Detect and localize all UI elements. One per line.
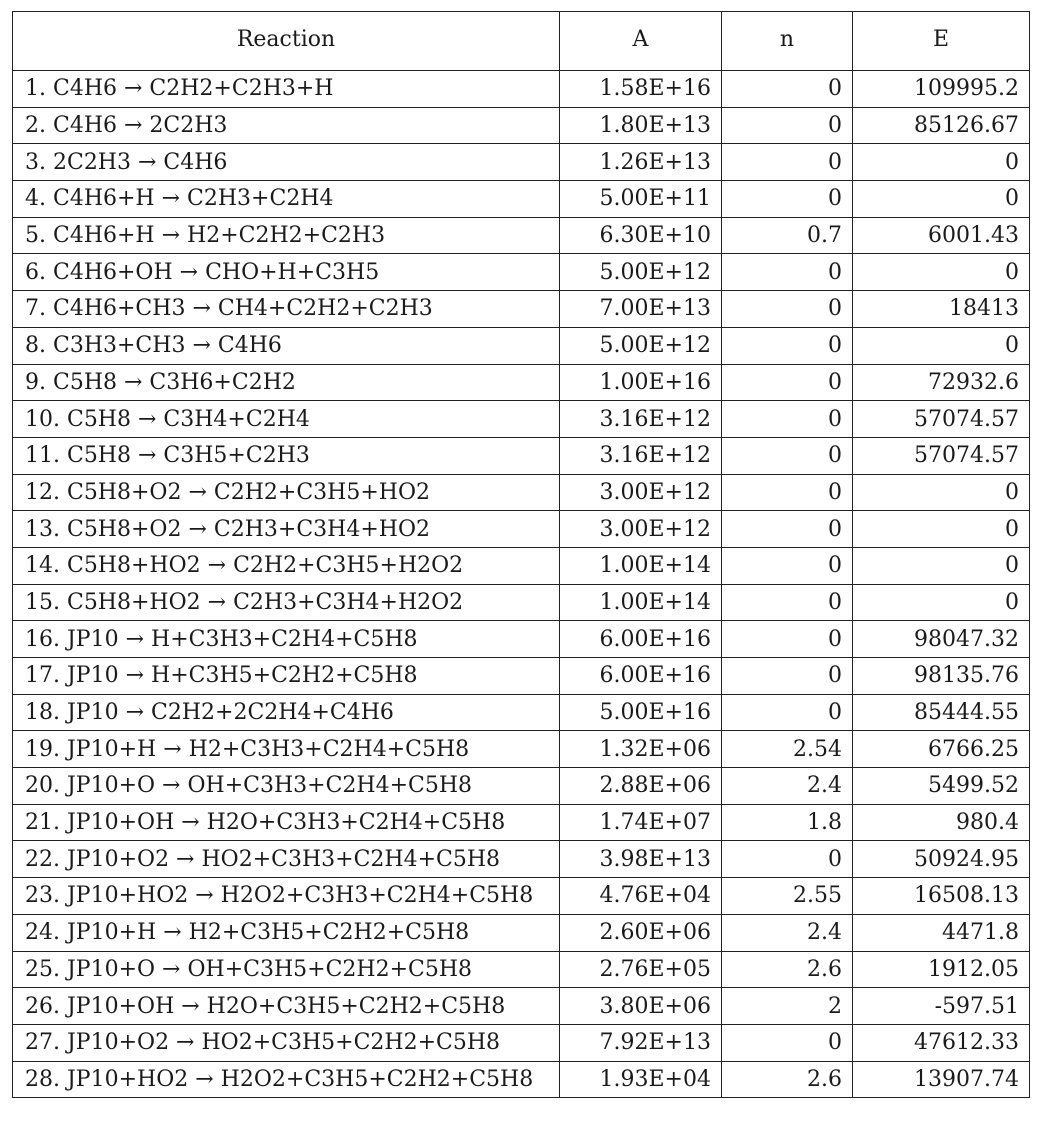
- header-reaction: Reaction: [13, 12, 560, 71]
- table-row: [13, 878, 1030, 915]
- cell-reaction: 6. C4H6+OH → CHO+H+C3H5: [13, 254, 560, 291]
- cell-e: 5499.52: [853, 768, 1030, 805]
- header-a: A: [560, 12, 722, 71]
- cell-n: 2.4: [722, 914, 853, 951]
- cell-reaction: 12. C5H8+O2 → C2H2+C3H5+HO2: [13, 474, 560, 511]
- table-row: [13, 401, 1030, 438]
- cell-a: 3.16E+12: [560, 401, 722, 438]
- cell-e: 980.4: [853, 804, 1030, 841]
- table-row: [13, 327, 1030, 364]
- cell-n: 2.54: [722, 731, 853, 768]
- cell-e: 109995.2: [853, 71, 1030, 108]
- cell-e: 0: [853, 547, 1030, 584]
- cell-n: 1.8: [722, 804, 853, 841]
- cell-a: 3.16E+12: [560, 437, 722, 474]
- cell-a: 7.92E+13: [560, 1024, 722, 1061]
- cell-n: 2.6: [722, 951, 853, 988]
- cell-e: 0: [853, 584, 1030, 621]
- cell-n: 2.4: [722, 768, 853, 805]
- cell-a: 1.00E+14: [560, 584, 722, 621]
- cell-n: 0: [722, 841, 853, 878]
- cell-n: 0: [722, 621, 853, 658]
- cell-n: 0: [722, 71, 853, 108]
- cell-reaction: 11. C5H8 → C3H5+C2H3: [13, 437, 560, 474]
- cell-a: 1.00E+16: [560, 364, 722, 401]
- cell-e: 0: [853, 181, 1030, 218]
- cell-reaction: 20. JP10+O → OH+C3H3+C2H4+C5H8: [13, 768, 560, 805]
- cell-reaction: 27. JP10+O2 → HO2+C3H5+C2H2+C5H8: [13, 1024, 560, 1061]
- cell-e: 47612.33: [853, 1024, 1030, 1061]
- cell-n: 0: [722, 547, 853, 584]
- table-row: [13, 841, 1030, 878]
- table-row: [13, 547, 1030, 584]
- cell-n: 0: [722, 181, 853, 218]
- cell-a: 5.00E+11: [560, 181, 722, 218]
- cell-a: 5.00E+12: [560, 327, 722, 364]
- cell-reaction: 9. C5H8 → C3H6+C2H2: [13, 364, 560, 401]
- cell-reaction: 16. JP10 → H+C3H3+C2H4+C5H8: [13, 621, 560, 658]
- cell-a: 1.26E+13: [560, 144, 722, 181]
- cell-e: 6001.43: [853, 217, 1030, 254]
- cell-reaction: 22. JP10+O2 → HO2+C3H3+C2H4+C5H8: [13, 841, 560, 878]
- cell-a: 1.74E+07: [560, 804, 722, 841]
- cell-e: 0: [853, 511, 1030, 548]
- header-e: E: [853, 12, 1030, 71]
- cell-reaction: 15. C5H8+HO2 → C2H3+C3H4+H2O2: [13, 584, 560, 621]
- reaction-mechanism-table-container: [12, 11, 1029, 1098]
- cell-e: 6766.25: [853, 731, 1030, 768]
- cell-n: 0: [722, 511, 853, 548]
- table-row: [13, 291, 1030, 328]
- cell-e: 57074.57: [853, 401, 1030, 438]
- table-row: [13, 914, 1030, 951]
- cell-e: 85126.67: [853, 107, 1030, 144]
- table-row: [13, 71, 1030, 108]
- table-row: [13, 144, 1030, 181]
- cell-reaction: 26. JP10+OH → H2O+C3H5+C2H2+C5H8: [13, 988, 560, 1025]
- reaction-mechanism-table: [12, 11, 1030, 1098]
- cell-reaction: 17. JP10 → H+C3H5+C2H2+C5H8: [13, 658, 560, 695]
- cell-reaction: 3. 2C2H3 → C4H6: [13, 144, 560, 181]
- cell-n: 2.6: [722, 1061, 853, 1098]
- cell-a: 1.80E+13: [560, 107, 722, 144]
- cell-e: 72932.6: [853, 364, 1030, 401]
- table-row: [13, 107, 1030, 144]
- table-row: [13, 181, 1030, 218]
- cell-a: 2.60E+06: [560, 914, 722, 951]
- cell-n: 0: [722, 107, 853, 144]
- cell-n: 0: [722, 474, 853, 511]
- cell-n: 0: [722, 437, 853, 474]
- table-body: [13, 71, 1030, 1098]
- cell-a: 1.58E+16: [560, 71, 722, 108]
- cell-reaction: 1. C4H6 → C2H2+C2H3+H: [13, 71, 560, 108]
- header-n: n: [722, 12, 853, 71]
- cell-e: 0: [853, 327, 1030, 364]
- cell-reaction: 19. JP10+H → H2+C3H3+C2H4+C5H8: [13, 731, 560, 768]
- cell-a: 3.98E+13: [560, 841, 722, 878]
- cell-reaction: 18. JP10 → C2H2+2C2H4+C4H6: [13, 694, 560, 731]
- cell-e: 0: [853, 254, 1030, 291]
- cell-reaction: 2. C4H6 → 2C2H3: [13, 107, 560, 144]
- table-row: [13, 511, 1030, 548]
- cell-reaction: 23. JP10+HO2 → H2O2+C3H3+C2H4+C5H8: [13, 878, 560, 915]
- cell-n: 0.7: [722, 217, 853, 254]
- cell-a: 4.76E+04: [560, 878, 722, 915]
- cell-a: 6.30E+10: [560, 217, 722, 254]
- cell-n: 0: [722, 401, 853, 438]
- table-row: [13, 768, 1030, 805]
- cell-reaction: 4. C4H6+H → C2H3+C2H4: [13, 181, 560, 218]
- header-row: [13, 12, 1030, 71]
- cell-e: -597.51: [853, 988, 1030, 1025]
- cell-e: 0: [853, 474, 1030, 511]
- cell-a: 1.32E+06: [560, 731, 722, 768]
- cell-reaction: 25. JP10+O → OH+C3H5+C2H2+C5H8: [13, 951, 560, 988]
- cell-e: 98047.32: [853, 621, 1030, 658]
- cell-n: 0: [722, 327, 853, 364]
- cell-n: 0: [722, 254, 853, 291]
- cell-e: 18413: [853, 291, 1030, 328]
- table-row: [13, 804, 1030, 841]
- cell-reaction: 5. C4H6+H → H2+C2H2+C2H3: [13, 217, 560, 254]
- table-row: [13, 364, 1030, 401]
- table-row: [13, 658, 1030, 695]
- table-row: [13, 584, 1030, 621]
- cell-reaction: 10. C5H8 → C3H4+C2H4: [13, 401, 560, 438]
- cell-a: 7.00E+13: [560, 291, 722, 328]
- cell-a: 6.00E+16: [560, 621, 722, 658]
- table-row: [13, 254, 1030, 291]
- cell-n: 2.55: [722, 878, 853, 915]
- cell-a: 5.00E+12: [560, 254, 722, 291]
- cell-n: 0: [722, 658, 853, 695]
- cell-n: 0: [722, 1024, 853, 1061]
- cell-n: 2: [722, 988, 853, 1025]
- cell-reaction: 7. C4H6+CH3 → CH4+C2H2+C2H3: [13, 291, 560, 328]
- cell-n: 0: [722, 364, 853, 401]
- table-row: [13, 694, 1030, 731]
- cell-reaction: 14. C5H8+HO2 → C2H2+C3H5+H2O2: [13, 547, 560, 584]
- table-row: [13, 951, 1030, 988]
- cell-a: 1.00E+14: [560, 547, 722, 584]
- table-row: [13, 217, 1030, 254]
- table-row: [13, 621, 1030, 658]
- cell-n: 0: [722, 584, 853, 621]
- cell-a: 1.93E+04: [560, 1061, 722, 1098]
- cell-reaction: 8. C3H3+CH3 → C4H6: [13, 327, 560, 364]
- cell-e: 13907.74: [853, 1061, 1030, 1098]
- cell-e: 0: [853, 144, 1030, 181]
- cell-e: 57074.57: [853, 437, 1030, 474]
- cell-e: 4471.8: [853, 914, 1030, 951]
- cell-e: 16508.13: [853, 878, 1030, 915]
- cell-a: 5.00E+16: [560, 694, 722, 731]
- cell-n: 0: [722, 144, 853, 181]
- cell-n: 0: [722, 694, 853, 731]
- cell-reaction: 28. JP10+HO2 → H2O2+C3H5+C2H2+C5H8: [13, 1061, 560, 1098]
- cell-a: 2.88E+06: [560, 768, 722, 805]
- cell-reaction: 24. JP10+H → H2+C3H5+C2H2+C5H8: [13, 914, 560, 951]
- table-row: [13, 1024, 1030, 1061]
- table-row: [13, 988, 1030, 1025]
- cell-reaction: 13. C5H8+O2 → C2H3+C3H4+HO2: [13, 511, 560, 548]
- table-row: [13, 731, 1030, 768]
- cell-n: 0: [722, 291, 853, 328]
- table-row: [13, 437, 1030, 474]
- cell-a: 3.00E+12: [560, 511, 722, 548]
- cell-a: 6.00E+16: [560, 658, 722, 695]
- cell-a: 3.00E+12: [560, 474, 722, 511]
- cell-e: 98135.76: [853, 658, 1030, 695]
- cell-e: 50924.95: [853, 841, 1030, 878]
- cell-a: 2.76E+05: [560, 951, 722, 988]
- cell-reaction: 21. JP10+OH → H2O+C3H3+C2H4+C5H8: [13, 804, 560, 841]
- table-header: [13, 12, 1030, 71]
- cell-e: 1912.05: [853, 951, 1030, 988]
- cell-e: 85444.55: [853, 694, 1030, 731]
- table-row: [13, 1061, 1030, 1098]
- cell-a: 3.80E+06: [560, 988, 722, 1025]
- table-row: [13, 474, 1030, 511]
